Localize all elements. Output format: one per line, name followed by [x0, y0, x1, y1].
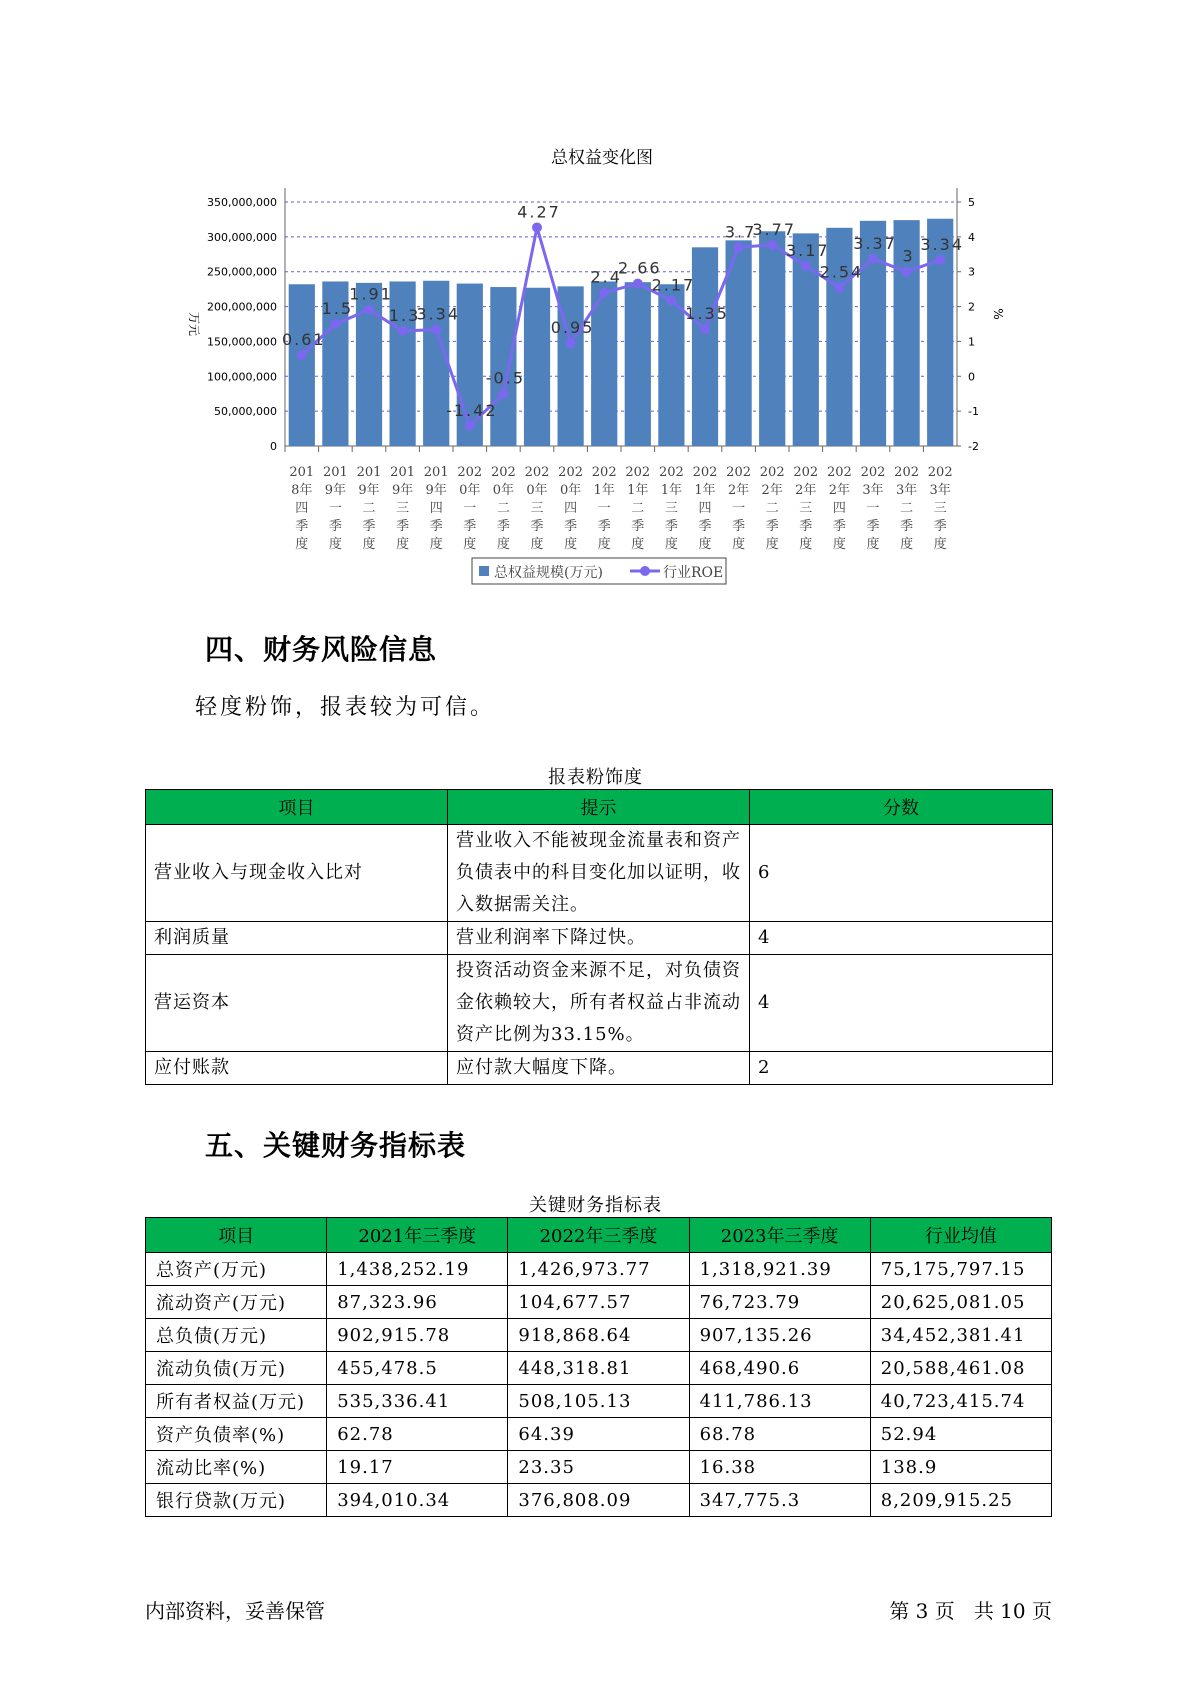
- y-tick-right: 2: [968, 300, 975, 314]
- x-tick-label: 度: [328, 537, 342, 552]
- footer-left: 内部资料，妥善保管: [145, 1599, 325, 1623]
- x-tick-label: 度: [832, 537, 846, 552]
- x-tick-label: 度: [799, 537, 813, 552]
- row-value: 508,105.13: [508, 1385, 689, 1418]
- x-tick-label: 季: [328, 519, 342, 534]
- table-row: [146, 1286, 1052, 1319]
- header-item: 项目: [146, 1218, 327, 1253]
- table-row: [146, 1253, 1052, 1286]
- y-tick-right: 4: [968, 230, 975, 244]
- row-value: 40,723,415.74: [870, 1385, 1051, 1418]
- x-tick-label: 3年: [862, 483, 884, 498]
- row-value: 448,318.81: [508, 1352, 689, 1385]
- x-tick-label: 3年: [929, 483, 951, 498]
- table-row: [146, 825, 1053, 922]
- x-tick-label: 9年: [358, 483, 380, 498]
- x-tick-label: 季: [732, 519, 746, 534]
- row-value: 347,775.3: [689, 1484, 870, 1517]
- data-label: 1.3: [388, 305, 421, 325]
- x-tick-label: 201: [356, 465, 382, 480]
- x-tick-label: 度: [732, 537, 746, 552]
- y-tick-right: 5: [968, 196, 975, 209]
- legend-line-marker: [640, 566, 650, 576]
- row-value: 1,426,973.77: [508, 1253, 689, 1286]
- y-tick-left: 350,000,000: [207, 196, 277, 209]
- x-tick-label: 四: [295, 501, 309, 516]
- roe-point: [599, 288, 609, 298]
- x-tick-label: 一: [597, 501, 611, 516]
- x-tick-label: 202: [826, 465, 852, 480]
- row-value: 34,452,381.41: [870, 1319, 1051, 1352]
- roe-point: [902, 267, 912, 277]
- row-item: 流动比率(%): [146, 1451, 327, 1484]
- y-tick-right: 1: [968, 335, 975, 349]
- page-number: 第 3 页 共 10 页: [889, 1599, 1052, 1623]
- x-tick-label: 201: [322, 465, 348, 480]
- x-tick-label: 二: [631, 501, 645, 516]
- row-value: 68.78: [689, 1418, 870, 1451]
- x-tick-label: 三: [799, 501, 813, 516]
- data-label: 3.34: [920, 234, 965, 254]
- x-tick-label: 季: [429, 519, 443, 534]
- kpi-table-caption: 关键财务指标表: [529, 1195, 662, 1216]
- roe-point: [633, 279, 643, 289]
- row-value: 907,135.26: [689, 1319, 870, 1352]
- y-axis-label-left: 万元: [187, 311, 201, 337]
- x-tick-label: 度: [564, 537, 578, 552]
- row-value: 62.78: [327, 1418, 508, 1451]
- x-tick-label: 202: [759, 465, 785, 480]
- x-tick-label: 度: [463, 537, 477, 552]
- x-tick-label: 1年: [593, 483, 615, 498]
- risk-table-header: [146, 790, 1053, 825]
- x-tick-label: 3年: [895, 483, 918, 498]
- row-value: 75,175,797.15: [870, 1253, 1051, 1286]
- section4-paragraph: 轻度粉饰，报表较为可信。: [195, 695, 496, 720]
- data-label: -0.5: [485, 368, 526, 388]
- data-label: 2.4: [590, 267, 622, 287]
- row-value: 20,588,461.08: [870, 1352, 1051, 1385]
- x-tick-label: 度: [631, 537, 645, 552]
- x-tick-label: 季: [866, 519, 880, 534]
- x-tick-label: 季: [564, 519, 578, 534]
- x-tick-label: 季: [698, 519, 712, 534]
- y-tick-left: 200,000,000: [207, 300, 277, 314]
- x-tick-label: 202: [457, 465, 483, 480]
- row-item: 应付账款: [146, 1052, 448, 1085]
- row-value: 468,490.6: [689, 1352, 870, 1385]
- row-score: 2: [750, 1052, 1053, 1085]
- data-label: 3.17: [785, 240, 830, 260]
- legend-line-label: 行业ROE: [663, 565, 724, 581]
- header-2022q3: 2022年三季度: [508, 1218, 689, 1253]
- x-tick-label: 2年: [828, 483, 851, 498]
- row-tip: 营业收入不能被现金流量表和资产负债表中的科目变化加以证明，收入数据需关注。: [448, 825, 750, 922]
- table-row: [146, 1451, 1052, 1484]
- row-item: 流动资产(万元): [146, 1286, 327, 1319]
- x-tick-label: 202: [558, 465, 584, 480]
- y-tick-right: 0: [968, 370, 975, 384]
- roe-point: [566, 338, 576, 348]
- row-value: 20,625,081.05: [870, 1286, 1051, 1319]
- row-value: 8,209,915.25: [870, 1484, 1051, 1517]
- kpi-table-header: [146, 1218, 1052, 1253]
- y-axis-label-right: %: [991, 308, 1005, 320]
- x-tick-label: 四: [698, 501, 712, 516]
- x-tick-label: 二: [496, 501, 510, 516]
- roe-point: [330, 319, 340, 329]
- x-tick-label: 1年: [660, 483, 683, 498]
- roe-point: [666, 296, 676, 306]
- data-label: 2.54: [819, 262, 864, 282]
- x-tick-label: 季: [765, 519, 779, 534]
- y-tick-left: 300,000,000: [207, 230, 277, 244]
- table-row: [146, 1418, 1052, 1451]
- x-tick-label: 一: [732, 501, 746, 516]
- y-tick-left: 250,000,000: [207, 265, 277, 279]
- roe-point: [498, 389, 508, 399]
- x-tick-label: 度: [295, 537, 309, 552]
- row-item: 总负债(万元): [146, 1319, 327, 1352]
- legend-bar-label: 总权益规模(万元): [494, 565, 603, 581]
- x-tick-label: 二: [900, 501, 914, 516]
- y-tick-left: 100,000,000: [207, 370, 277, 384]
- header-industry-avg: 行业均值: [870, 1218, 1051, 1253]
- x-tick-label: 9年: [425, 483, 447, 498]
- x-tick-label: 季: [631, 519, 645, 534]
- bar: [759, 231, 785, 446]
- y-tick-right: -2: [968, 440, 979, 453]
- table-row: [146, 1484, 1052, 1517]
- x-tick-label: 度: [698, 537, 712, 552]
- x-tick-label: 季: [463, 519, 477, 534]
- row-value: 902,915.78: [327, 1319, 508, 1352]
- row-item: 所有者权益(万元): [146, 1385, 327, 1418]
- row-score: 6: [750, 825, 1053, 922]
- risk-table: [145, 789, 1053, 1085]
- y-tick-right: -1: [968, 405, 979, 419]
- x-tick-label: 三: [933, 501, 947, 516]
- x-tick-label: 二: [362, 501, 376, 516]
- x-tick-label: 四: [564, 501, 578, 516]
- row-tip: 营业利润率下降过快。: [448, 922, 750, 955]
- y-tick-left: 50,000,000: [214, 405, 277, 419]
- x-tick-label: 二: [765, 501, 779, 516]
- data-label: 3: [902, 246, 915, 266]
- x-tick-label: 季: [362, 519, 376, 534]
- x-tick-label: 一: [463, 501, 477, 516]
- table-row: [146, 922, 1053, 955]
- row-item: 营业收入与现金收入比对: [146, 825, 448, 922]
- x-tick-label: 季: [799, 519, 813, 534]
- chart-title: 总权益变化图: [551, 148, 653, 168]
- x-tick-label: 202: [625, 465, 651, 480]
- data-label: 4.27: [517, 202, 561, 222]
- roe-point: [532, 222, 542, 232]
- header-2023q3: 2023年三季度: [689, 1218, 870, 1253]
- roe-point: [801, 261, 811, 271]
- x-tick-label: 2年: [727, 483, 750, 498]
- data-label: 1.91: [349, 284, 393, 304]
- row-value: 138.9: [870, 1451, 1051, 1484]
- chart-svg: [0, 0, 1191, 600]
- x-tick-label: 202: [591, 465, 617, 480]
- row-value: 1,318,921.39: [689, 1253, 870, 1286]
- data-label: 2.66: [617, 258, 662, 278]
- row-score: 4: [750, 922, 1053, 955]
- roe-point: [431, 325, 441, 335]
- x-tick-label: 季: [900, 519, 914, 534]
- y-tick-left: 0: [270, 440, 277, 453]
- row-value: 23.35: [508, 1451, 689, 1484]
- section4-heading: 四、财务风险信息: [205, 633, 438, 666]
- x-tick-label: 202: [860, 465, 886, 480]
- x-tick-label: 度: [362, 537, 376, 552]
- row-value: 19.17: [327, 1451, 508, 1484]
- row-value: 76,723.79: [689, 1286, 870, 1319]
- bar: [625, 282, 651, 446]
- x-tick-label: 202: [490, 465, 516, 480]
- x-tick-label: 一: [328, 501, 342, 516]
- x-tick-label: 1年: [627, 483, 649, 498]
- row-item: 总资产(万元): [146, 1253, 327, 1286]
- x-tick-label: 0年: [526, 483, 548, 498]
- x-tick-label: 三: [664, 501, 678, 516]
- roe-point: [734, 242, 744, 252]
- x-tick-label: 202: [927, 465, 953, 480]
- roe-point: [834, 283, 844, 293]
- data-label: 3.34: [416, 304, 461, 324]
- x-tick-label: 季: [664, 519, 678, 534]
- x-tick-label: 季: [933, 519, 947, 534]
- row-item: 银行贷款(万元): [146, 1484, 327, 1517]
- row-value: 535,336.41: [327, 1385, 508, 1418]
- x-tick-label: 202: [726, 465, 752, 480]
- header-2021q3: 2021年三季度: [327, 1218, 508, 1253]
- x-tick-label: 度: [765, 537, 779, 552]
- x-tick-label: 0年: [559, 483, 582, 498]
- x-tick-label: 9年: [391, 483, 414, 498]
- row-value: 411,786.13: [689, 1385, 870, 1418]
- row-value: 52.94: [870, 1418, 1051, 1451]
- row-item: 营运资本: [146, 955, 448, 1052]
- x-tick-label: 202: [793, 465, 819, 480]
- x-tick-label: 201: [423, 465, 449, 480]
- row-value: 376,808.09: [508, 1484, 689, 1517]
- x-tick-label: 202: [524, 465, 550, 480]
- roe-point: [767, 240, 777, 250]
- row-value: 1,438,252.19: [327, 1253, 508, 1286]
- x-tick-label: 度: [429, 537, 443, 552]
- data-label: -1.42: [446, 400, 498, 420]
- bar: [524, 288, 550, 446]
- bar: [826, 228, 852, 446]
- y-tick-left: 150,000,000: [207, 335, 277, 349]
- data-label: 1.35: [685, 304, 729, 324]
- row-item: 利润质量: [146, 922, 448, 955]
- x-tick-label: 202: [658, 465, 684, 480]
- x-tick-label: 四: [429, 501, 443, 516]
- row-value: 918,868.64: [508, 1319, 689, 1352]
- x-tick-label: 9年: [324, 483, 347, 498]
- x-tick-label: 度: [900, 537, 914, 552]
- roe-point: [297, 350, 307, 360]
- x-tick-label: 度: [664, 537, 678, 552]
- kpi-table: [145, 1217, 1052, 1517]
- table-row: [146, 1385, 1052, 1418]
- row-value: 64.39: [508, 1418, 689, 1451]
- x-tick-label: 201: [289, 465, 315, 480]
- row-tip: 投资活动资金来源不足，对负债资金依赖较大，所有者权益占非流动资产比例为33.15%。: [448, 955, 750, 1052]
- legend-bar-swatch: [479, 566, 489, 576]
- header-item: 项目: [146, 790, 448, 825]
- data-label: 3.77: [752, 219, 797, 239]
- header-score: 分数: [750, 790, 1053, 825]
- table-row: [146, 1352, 1052, 1385]
- row-value: 104,677.57: [508, 1286, 689, 1319]
- x-tick-label: 度: [396, 537, 410, 552]
- x-tick-label: 2年: [795, 483, 817, 498]
- roe-point: [868, 254, 878, 264]
- row-tip: 应付款大幅度下降。: [448, 1052, 750, 1085]
- x-tick-label: 度: [530, 537, 544, 552]
- roe-point: [398, 326, 408, 336]
- equity-change-chart: [0, 0, 1191, 600]
- x-tick-label: 度: [496, 537, 510, 552]
- table-row: [146, 1319, 1052, 1352]
- header-tip: 提示: [448, 790, 750, 825]
- x-tick-label: 季: [597, 519, 611, 534]
- x-tick-label: 季: [295, 519, 309, 534]
- x-tick-label: 季: [396, 519, 410, 534]
- bar: [490, 287, 516, 446]
- row-score: 4: [750, 955, 1053, 1052]
- x-tick-label: 度: [597, 537, 611, 552]
- roe-point: [700, 324, 710, 334]
- x-tick-label: 三: [396, 501, 410, 516]
- x-tick-label: 2年: [761, 483, 783, 498]
- x-tick-label: 8年: [291, 483, 313, 498]
- data-label: 3.37: [853, 233, 897, 253]
- x-tick-label: 四: [832, 501, 846, 516]
- row-item: 流动负债(万元): [146, 1352, 327, 1385]
- risk-table-caption: 报表粉饰度: [548, 767, 643, 788]
- roe-point: [364, 305, 374, 315]
- section5-heading: 五、关键财务指标表: [205, 1129, 467, 1162]
- roe-point: [935, 255, 945, 265]
- x-tick-label: 季: [496, 519, 510, 534]
- x-tick-label: 202: [692, 465, 718, 480]
- row-value: 394,010.34: [327, 1484, 508, 1517]
- data-label: 0.95: [550, 318, 595, 338]
- x-tick-label: 季: [832, 519, 846, 534]
- row-value: 87,323.96: [327, 1286, 508, 1319]
- x-tick-label: 三: [530, 501, 544, 516]
- table-row: [146, 955, 1053, 1052]
- data-label: 2.17: [651, 275, 696, 295]
- x-tick-label: 度: [866, 537, 880, 552]
- row-value: 16.38: [689, 1451, 870, 1484]
- row-item: 资产负债率(%): [146, 1418, 327, 1451]
- x-tick-label: 1年: [694, 483, 716, 498]
- row-value: 455,478.5: [327, 1352, 508, 1385]
- data-label: 1.5: [321, 299, 354, 318]
- bar: [692, 247, 718, 446]
- x-tick-label: 202: [894, 465, 920, 480]
- data-label: 0.61: [281, 330, 326, 350]
- x-tick-label: 201: [390, 465, 416, 480]
- y-tick-right: 3: [968, 265, 975, 279]
- x-tick-label: 0年: [492, 483, 515, 498]
- x-tick-label: 0年: [459, 483, 481, 498]
- x-tick-label: 度: [933, 537, 947, 552]
- x-tick-label: 一: [866, 501, 880, 516]
- data-label: 3.7: [724, 222, 757, 242]
- x-tick-label: 季: [530, 519, 544, 534]
- bar: [289, 284, 315, 446]
- roe-point: [465, 421, 475, 431]
- table-row: [146, 1052, 1053, 1085]
